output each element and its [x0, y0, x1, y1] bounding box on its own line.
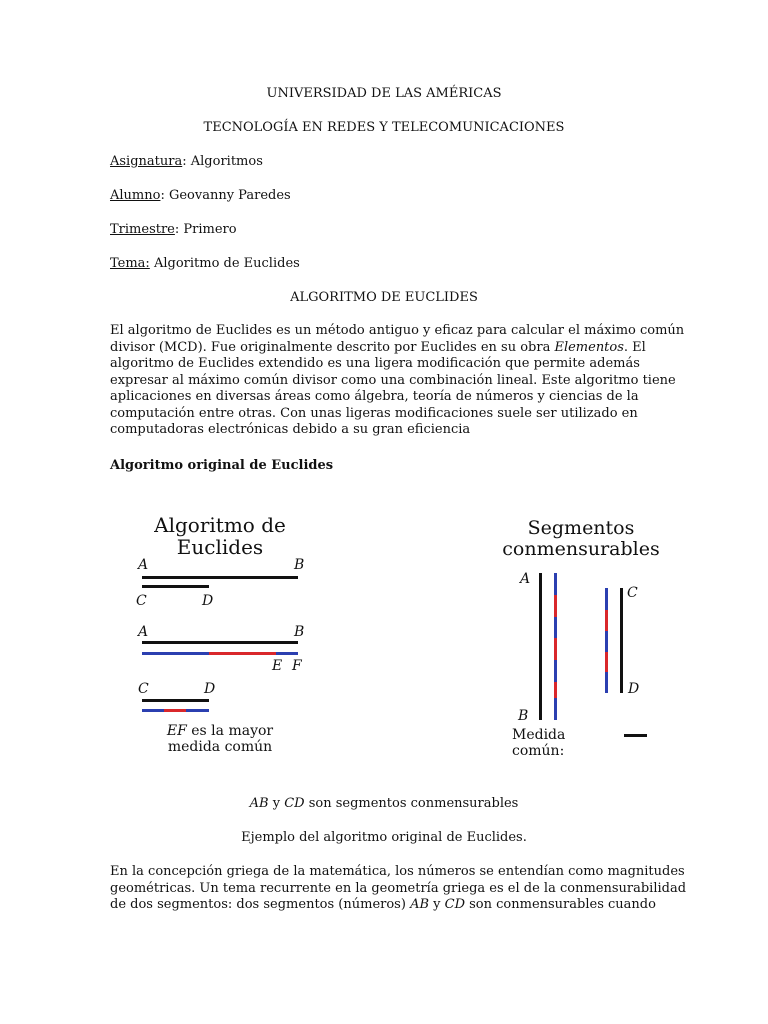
commensurable-segments-figure: [500, 512, 670, 759]
label-D: D: [204, 681, 216, 697]
label-D: D: [202, 593, 214, 609]
common-measure-segment: [624, 734, 647, 737]
segment-blue: [142, 652, 209, 655]
segment-red: [605, 610, 608, 631]
segment-blue: [186, 709, 209, 712]
text-line: En la concepción griega de la matemática, los números se entendían como magnitudes: [110, 864, 685, 879]
label-A: A: [138, 557, 149, 573]
label-C: C: [136, 593, 147, 609]
field-subject: [110, 154, 658, 171]
closing-paragraph: [110, 864, 687, 914]
field-label: Asignatura: [110, 154, 183, 169]
label-C: C: [627, 585, 638, 601]
segment-AB: [142, 576, 298, 579]
label-A: A: [138, 624, 149, 640]
segment-CD: [142, 699, 209, 702]
section-title: ALGORITMO DE EUCLIDES: [290, 290, 478, 305]
label-A: A: [520, 571, 531, 587]
label-B: B: [518, 708, 529, 724]
segment-blue: [142, 709, 164, 712]
segment-red: [605, 652, 608, 672]
segment-blue: [605, 672, 608, 693]
field-value: : Geovanny Paredes: [160, 188, 291, 203]
label-B: B: [294, 624, 305, 640]
field-term: [110, 222, 658, 239]
university-title: UNIVERSIDAD DE LAS AMÉRICAS: [266, 86, 502, 101]
text-line: computación entre otras. Con unas ligeras modificaciones suele ser utilizado en: [110, 405, 638, 421]
field-value: Algoritmo de Euclides: [149, 256, 300, 271]
text-line: El algoritmo de Euclides es un método antiguo y eficaz para calcular el máximo común: [110, 323, 685, 338]
label-F: F: [292, 658, 302, 674]
text-line: geométricas. Un tema recurrente en la geometría griega es el de la conmensurabilidad: [110, 880, 687, 896]
segment-CD: [620, 588, 623, 693]
program-title: TECNOLOGÍA EN REDES Y TELECOMUNICACIONES: [203, 120, 565, 135]
figure-title-line-1: Segmentos: [527, 517, 635, 539]
text-line: aplicaciones en diversas áreas como álgebra, teoría de números y ciencias de la: [110, 389, 639, 404]
segment-blue: [605, 588, 608, 610]
label-B: B: [294, 557, 305, 573]
figure-title-line-1: Algoritmo de: [154, 513, 286, 537]
figure-title-line-2: conmensurables: [502, 538, 660, 560]
segment-blue: [554, 617, 557, 638]
segment-blue: [554, 573, 557, 595]
segment-blue: [554, 660, 557, 682]
euclid-algorithm-figure: [130, 512, 330, 762]
text-line: de dos segmentos: dos segmentos (números) AB y CD son conmensurables cuando: [110, 897, 656, 912]
segment-red: [554, 595, 557, 617]
text-line: algoritmo de Euclides extendido es una ligera modificación que permite además: [110, 356, 640, 371]
field-label: Trimestre: [110, 222, 175, 237]
segment-EF: [276, 652, 298, 655]
segment-red: [554, 638, 557, 660]
figure-caption-segments: AB y CD son segmentos conmensurables: [249, 796, 519, 811]
segment-AB: [539, 573, 542, 720]
field-topic: [110, 256, 658, 273]
text-line: divisor (MCD). Fue originalmente descrito por Euclides en su obra Elementos. El: [110, 339, 646, 355]
figure-caption-example: Ejemplo del algoritmo original de Euclides.: [241, 830, 527, 845]
field-label: Tema:: [110, 256, 150, 271]
field-label: Alumno: [110, 188, 161, 203]
subheading: Algoritmo original de Euclides: [110, 458, 334, 473]
figure-note: EF es la mayor medida común: [166, 723, 274, 755]
segment-red: [554, 682, 557, 698]
label-D: D: [628, 681, 640, 697]
text-line: expresar al máximo común divisor como una combinación lineal. Este algoritmo tiene: [110, 372, 676, 388]
label-C: C: [138, 681, 149, 697]
segment-red: [209, 652, 276, 655]
segment-red: [164, 709, 186, 712]
field-value: : Algoritmos: [182, 154, 263, 169]
text-line: computadoras electrónicas debido a su gran eficiencia: [110, 422, 471, 437]
segment-blue: [605, 631, 608, 652]
label-E: E: [272, 658, 283, 674]
figure-title-line-2: Euclides: [176, 535, 264, 559]
segment-CD: [142, 585, 209, 588]
segment-AB: [142, 641, 298, 644]
field-value: : Primero: [174, 222, 237, 237]
intro-paragraph: [110, 323, 685, 439]
field-student: [110, 188, 658, 205]
common-measure-label: Medida común:: [512, 727, 566, 759]
segment-blue: [554, 698, 557, 720]
